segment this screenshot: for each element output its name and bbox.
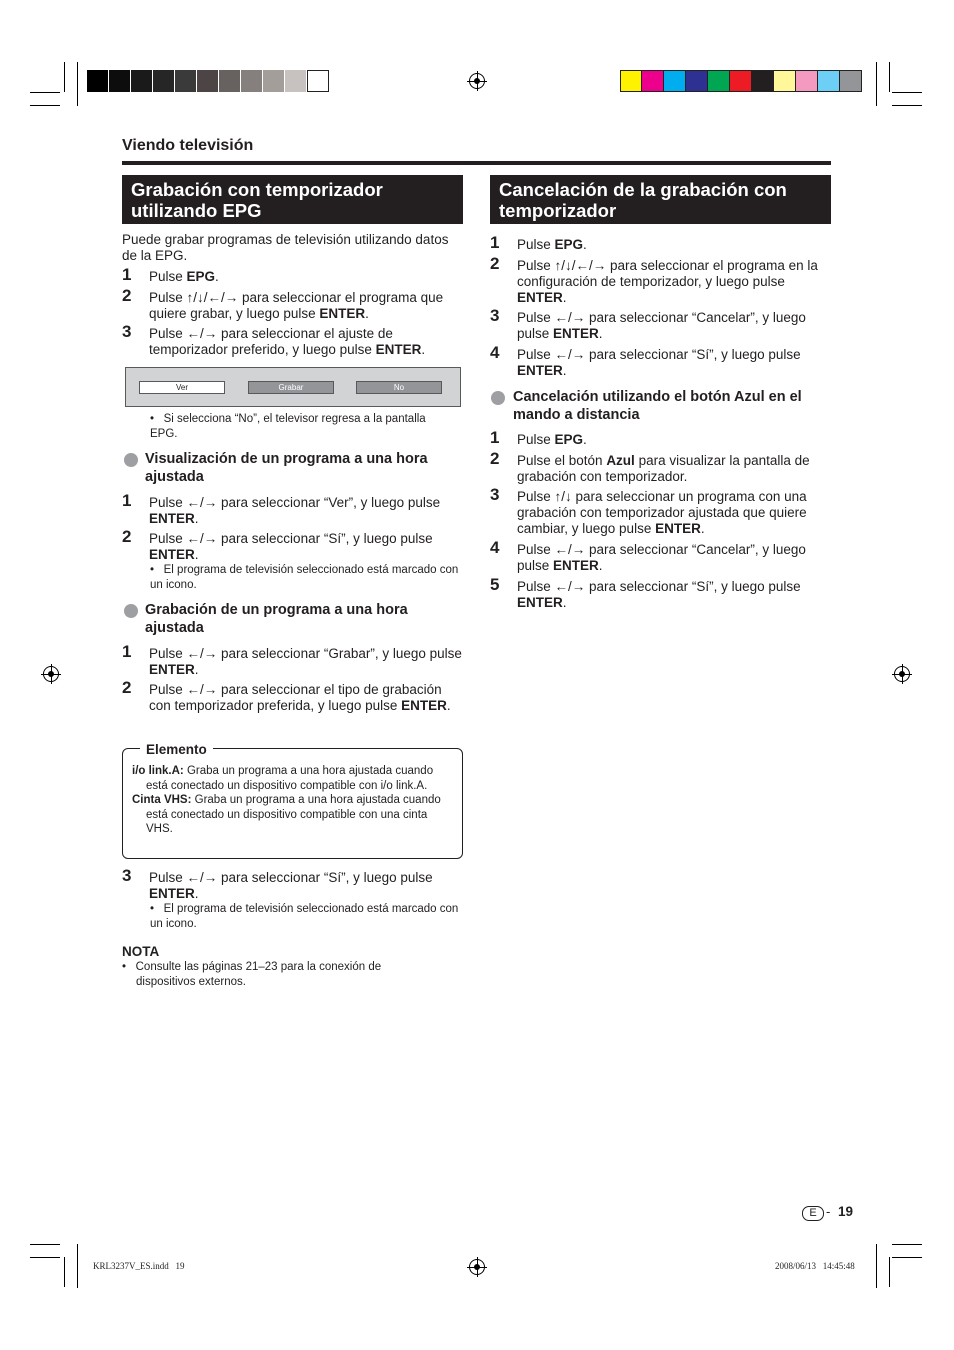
gray-swatch [197,70,219,92]
nota-title: NOTA [122,944,160,959]
subheading: Cancelación utilizando el botón Azul en el mando a distancia [513,389,802,423]
bullet-icon [491,391,505,405]
step-number: 2 [490,254,500,273]
nota-text: • Consulte las páginas 21–23 para la conexión de dispositivos externos. [122,961,382,988]
crop-mark [892,92,922,93]
crop-mark [892,1257,922,1258]
step-number: 3 [122,866,132,885]
color-swatch [664,70,686,92]
section-label: Viendo televisión [122,137,254,154]
bullet-icon [124,453,138,467]
step-number: 1 [122,265,132,284]
step-number: 1 [490,428,500,447]
crop-mark [30,1244,60,1245]
elemento-title: Elemento [140,742,213,757]
crop-mark [77,62,78,106]
step-number: 5 [490,575,500,594]
crop-mark [77,1244,78,1288]
crop-mark [876,1244,877,1288]
gray-swatch [131,70,153,92]
step-number: 1 [490,233,500,252]
step-number: 4 [490,538,500,557]
crop-mark [892,105,922,106]
step-number: 2 [122,678,132,697]
color-swatch [774,70,796,92]
color-swatch [796,70,818,92]
step-note: • El programa de televisión seleccionado está marcado con un icono. [150,564,459,591]
step-number: 2 [490,449,500,468]
crop-mark [892,1244,922,1245]
step-number: 3 [490,485,500,504]
crop-mark [30,105,60,106]
step-number: 3 [490,306,500,325]
grabar-button[interactable]: Grabar [248,381,334,394]
no-button[interactable]: No [356,381,442,394]
elemento-item: i/o link.A: Graba un programa a una hora ajustada cuando está conectado un dispositivo compatible con i/o link.A. Cinta VHS: Graba un programa a una hora ajustada cuando está conectado un dispositivo compatible con una cinta VHS. [132,765,441,835]
color-swatch [840,70,862,92]
gray-swatch [109,70,131,92]
step-number: 4 [490,343,500,362]
left-section-title: Grabación con temporizador utilizando EPG [122,175,463,224]
gray-swatch [263,70,285,92]
file-name: KRL3237V_ES.indd 19 [93,1261,185,1271]
subheading: Grabación de un programa a una hora ajustada [145,602,408,636]
crop-mark [64,1257,65,1287]
crop-mark [889,62,890,92]
color-swatch [642,70,664,92]
color-swatch [708,70,730,92]
registration-mark-icon [469,1259,485,1275]
color-swatch [752,70,774,92]
registration-mark-icon [469,73,485,89]
grayscale-bar [87,70,329,92]
crop-mark [889,1257,890,1287]
color-swatch [686,70,708,92]
right-section-title: Cancelación de la grabación con temporizador [490,175,831,224]
gray-swatch [241,70,263,92]
epg-confirm-screen [125,367,461,407]
crop-mark [64,62,65,92]
page-dash: - [826,1204,831,1219]
gray-swatch [219,70,241,92]
gray-swatch [153,70,175,92]
gray-swatch [87,70,109,92]
step-number: 2 [122,286,132,305]
color-swatch [730,70,752,92]
crop-mark [30,92,60,93]
registration-mark-icon [894,666,910,682]
step-number: 1 [122,642,132,661]
step-note: • El programa de televisión seleccionado está marcado con un icono. [150,903,459,930]
step-number: 2 [122,527,132,546]
gray-swatch [175,70,197,92]
language-badge: E [802,1206,824,1221]
crop-mark [876,62,877,106]
bullet-icon [124,604,138,618]
screen-note: • Si selecciona “No”, el televisor regresa a la pantalla EPG. [150,413,426,440]
color-swatch [620,70,642,92]
gray-swatch [307,70,329,92]
timestamp: 2008/06/13 14:45:48 [775,1261,855,1271]
crop-mark [30,1257,60,1258]
page-number: 19 [838,1204,854,1219]
color-bar [620,70,862,92]
step-number: 3 [122,322,132,341]
step-number: 1 [122,491,132,510]
subheading: Visualización de un programa a una hora ajustada [145,451,428,485]
registration-mark-icon [43,666,59,682]
intro-text: Puede grabar programas de televisión utilizando datos de la EPG. [122,232,449,263]
color-swatch [818,70,840,92]
header-rule [122,161,831,165]
ver-button[interactable]: Ver [139,381,225,394]
gray-swatch [285,70,307,92]
